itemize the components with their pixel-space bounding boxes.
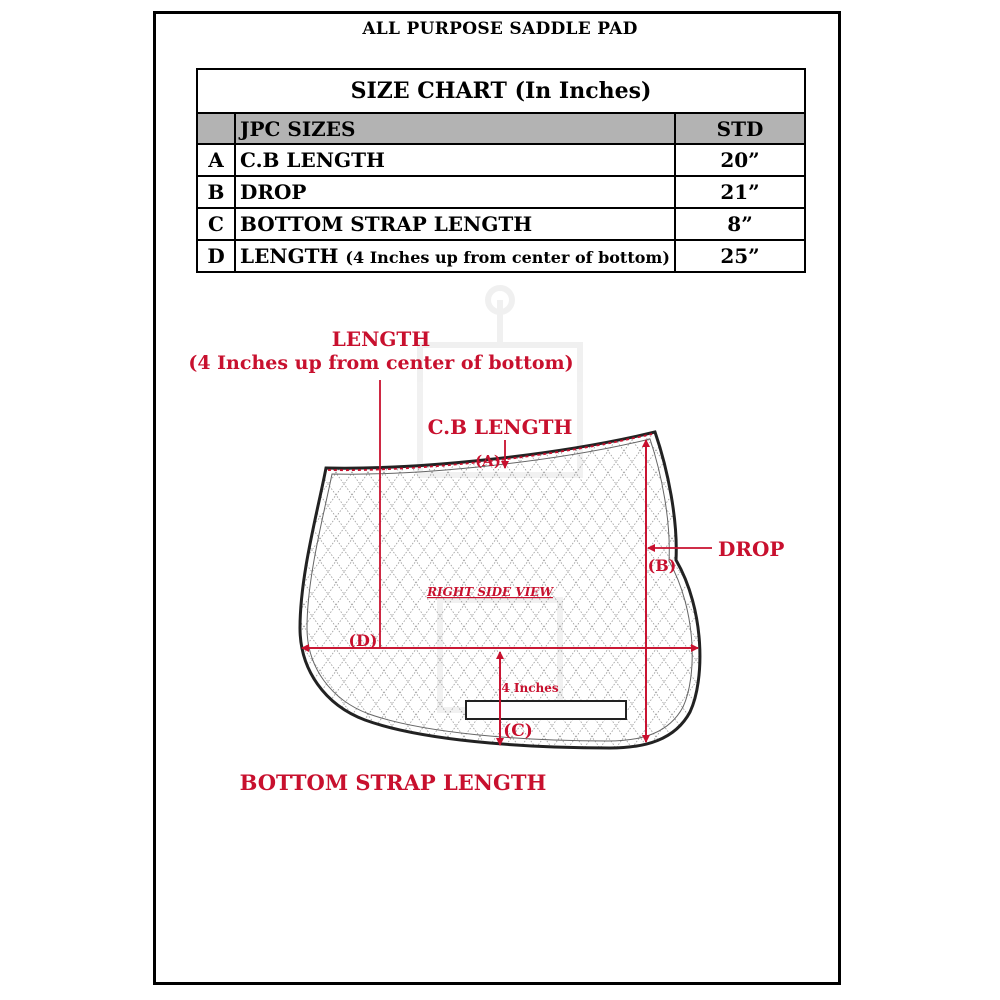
bottom-strap xyxy=(466,701,626,719)
row-value: 20” xyxy=(675,144,805,176)
header-jpc-sizes: JPC SIZES xyxy=(235,113,675,144)
page-title: ALL PURPOSE SADDLE PAD xyxy=(362,19,638,39)
row-label-text: LENGTH xyxy=(240,244,339,268)
row-label-note: (4 Inches up from center of bottom) xyxy=(345,248,670,267)
row-letter: A xyxy=(197,144,235,176)
marker-b: (B) xyxy=(647,556,677,575)
row-letter: B xyxy=(197,176,235,208)
marker-a: (A) xyxy=(475,452,501,470)
header-std: STD xyxy=(675,113,805,144)
right-side-view-label: RIGHT SIDE VIEW xyxy=(427,585,553,599)
four-inches-label: 4 Inches xyxy=(501,681,559,695)
row-value: 25” xyxy=(675,240,805,272)
row-letter: D xyxy=(197,240,235,272)
bottom-strap-label: BOTTOM STRAP LENGTH xyxy=(239,770,547,795)
cb-length-label: C.B LENGTH xyxy=(427,415,573,439)
row-label-text: C.B LENGTH xyxy=(240,148,385,172)
row-value: 8” xyxy=(675,208,805,240)
marker-c: (C) xyxy=(503,721,533,741)
row-label-text: DROP xyxy=(240,180,307,204)
marker-d: (D) xyxy=(348,631,378,650)
row-letter: C xyxy=(197,208,235,240)
drop-label: DROP xyxy=(718,537,785,561)
row-label-text: BOTTOM STRAP LENGTH xyxy=(240,212,533,236)
length-note: (4 Inches up from center of bottom) xyxy=(188,352,574,374)
size-chart-title: SIZE CHART (In Inches) xyxy=(197,69,805,113)
row-value: 21” xyxy=(675,176,805,208)
length-label: LENGTH xyxy=(331,327,431,351)
